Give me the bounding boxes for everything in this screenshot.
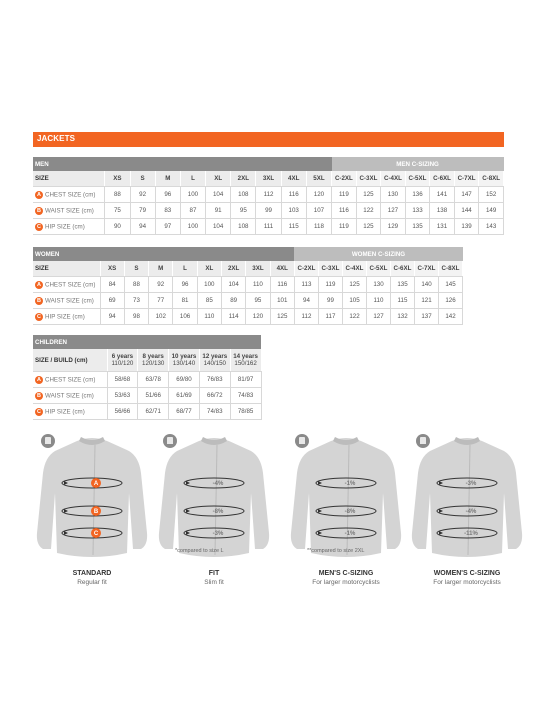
size-col-header: XL xyxy=(197,261,221,277)
size-value: 107 xyxy=(306,203,331,219)
c-size-value: 115 xyxy=(390,293,414,309)
age-build: 130/140 xyxy=(172,360,196,367)
measure-row xyxy=(33,388,261,404)
size-col-header: XL xyxy=(206,171,231,187)
jacket-figure xyxy=(33,433,151,563)
size-value: 62/71 xyxy=(138,404,169,420)
age-col-header xyxy=(169,349,200,372)
children-size-table xyxy=(33,335,262,420)
size-value: 56/66 xyxy=(107,404,138,420)
jacket-silhouette xyxy=(33,433,151,563)
men-ext-title: MEN C-SIZING xyxy=(332,157,504,171)
size-value: 92 xyxy=(149,277,173,293)
size-value: 120 xyxy=(246,309,270,325)
size-col-header: 4XL xyxy=(270,261,294,277)
measure-label xyxy=(33,388,107,404)
measure-row xyxy=(33,404,261,420)
measure-label-text: CHEST SIZE (cm) xyxy=(45,191,96,198)
fit-title: FIT xyxy=(208,570,220,577)
fit-type-icon xyxy=(163,434,177,448)
measure-label-text: CHEST SIZE (cm) xyxy=(45,281,96,288)
measure-label-text: WAIST SIZE (cm) xyxy=(45,392,94,399)
measure-letter-badge: A xyxy=(35,376,43,384)
size-value: 94 xyxy=(130,219,155,235)
c-size-col-header: C-6XL xyxy=(390,261,414,277)
size-col-header: 3XL xyxy=(256,171,281,187)
fit-subtitle: For larger motorcyclists xyxy=(433,579,501,586)
size-value: 110 xyxy=(197,309,221,325)
c-size-value: 135 xyxy=(390,277,414,293)
banner-title: JACKETS xyxy=(37,134,76,143)
c-size-value: 113 xyxy=(294,277,318,293)
size-value: 108 xyxy=(231,219,256,235)
measure-row xyxy=(33,203,504,219)
c-size-col-header: C-4XL xyxy=(381,171,406,187)
c-size-value: 144 xyxy=(454,203,479,219)
size-value: 66/72 xyxy=(199,388,230,404)
measure-label-text: HIP SIZE (cm) xyxy=(45,313,85,320)
measure-letter-badge: C xyxy=(35,313,43,321)
c-size-value: 119 xyxy=(332,187,357,203)
size-col-header: M xyxy=(155,171,180,187)
c-size-value: 130 xyxy=(366,277,390,293)
c-size-value: 122 xyxy=(356,203,381,219)
age-years: 12 years xyxy=(202,353,228,360)
measure-letter-badge: B xyxy=(35,207,43,215)
size-value: 89 xyxy=(221,293,245,309)
measure-marker-text: -1% xyxy=(344,481,356,487)
measure-letter-badge: A xyxy=(35,281,43,289)
fit-type-icon xyxy=(41,434,55,448)
measure-marker-text: -4% xyxy=(465,509,477,515)
c-size-value: 135 xyxy=(405,219,430,235)
c-size-value: 116 xyxy=(332,203,357,219)
c-size-col-header: C-4XL xyxy=(342,261,366,277)
c-size-col-header: C-5XL xyxy=(366,261,390,277)
measure-label-text: WAIST SIZE (cm) xyxy=(45,297,94,304)
jacket-body xyxy=(412,438,522,557)
size-value: 53/63 xyxy=(107,388,138,404)
measure-row xyxy=(33,187,504,203)
size-col-header: S xyxy=(130,171,155,187)
size-value: 81/97 xyxy=(230,372,261,388)
c-size-col-header: C-2XL xyxy=(332,171,357,187)
size-value: 125 xyxy=(270,309,294,325)
measure-marker-text: -8% xyxy=(212,509,224,515)
fit-footnote: *compared to size L xyxy=(175,548,224,554)
measure-letter-badge: A xyxy=(35,191,43,199)
size-value: 110 xyxy=(246,277,270,293)
c-size-value: 138 xyxy=(430,203,455,219)
size-value: 68/77 xyxy=(169,404,200,420)
size-value: 95 xyxy=(231,203,256,219)
jacket-silhouette xyxy=(287,433,405,563)
size-value: 106 xyxy=(173,309,197,325)
age-years: 14 years xyxy=(233,353,258,360)
size-header-label: SIZE xyxy=(33,261,100,277)
c-size-col-header: C-5XL xyxy=(405,171,430,187)
measure-label xyxy=(33,404,107,420)
c-size-col-header: C-6XL xyxy=(430,171,455,187)
size-value: 100 xyxy=(180,187,205,203)
size-value: 69/80 xyxy=(169,372,200,388)
size-col-header: 5XL xyxy=(306,171,331,187)
c-size-value: 143 xyxy=(479,219,504,235)
measure-letter-badge: B xyxy=(35,392,43,400)
jacket-figure xyxy=(155,433,273,563)
size-header-label: SIZE xyxy=(33,171,105,187)
size-value: 69 xyxy=(100,293,124,309)
c-size-value: 119 xyxy=(332,219,357,235)
women-size-table xyxy=(33,247,463,325)
measure-label-text: HIP SIZE (cm) xyxy=(45,223,85,230)
fit-subtitle: Regular fit xyxy=(77,579,107,586)
size-header-label: SIZE / BUILD (cm) xyxy=(33,349,107,372)
size-value: 74/83 xyxy=(199,404,230,420)
age-col-header xyxy=(199,349,230,372)
jacket-figure xyxy=(287,433,405,563)
size-col-header: S xyxy=(124,261,148,277)
age-build: 140/150 xyxy=(203,360,226,367)
c-size-col-header: C-8XL xyxy=(438,261,462,277)
size-value: 92 xyxy=(130,187,155,203)
fit-type-icon xyxy=(416,434,430,448)
age-years: 8 years xyxy=(142,353,164,360)
c-size-value: 125 xyxy=(342,277,366,293)
c-size-value: 94 xyxy=(294,293,318,309)
women-title: WOMEN xyxy=(33,247,294,261)
c-size-value: 137 xyxy=(414,309,438,325)
c-size-value: 110 xyxy=(366,293,390,309)
measure-label-text: WAIST SIZE (cm) xyxy=(45,207,94,214)
size-value: 77 xyxy=(149,293,173,309)
c-size-value: 122 xyxy=(342,309,366,325)
size-value: 108 xyxy=(231,187,256,203)
c-size-value: 139 xyxy=(454,219,479,235)
c-size-value: 133 xyxy=(405,203,430,219)
size-value: 83 xyxy=(155,203,180,219)
size-value: 81 xyxy=(173,293,197,309)
size-value: 96 xyxy=(155,187,180,203)
measure-marker-text: A xyxy=(93,481,99,487)
size-value: 94 xyxy=(100,309,124,325)
measure-marker-text: -1% xyxy=(344,531,356,537)
age-col-header xyxy=(138,349,169,372)
size-col-header: 2XL xyxy=(231,171,256,187)
size-value: 111 xyxy=(256,219,281,235)
measure-marker-text: B xyxy=(93,509,99,515)
c-size-value: 99 xyxy=(318,293,342,309)
size-value: 85 xyxy=(197,293,221,309)
size-value: 116 xyxy=(281,187,306,203)
size-value: 96 xyxy=(173,277,197,293)
fit-subtitle: Slim fit xyxy=(204,579,224,586)
c-size-value: 129 xyxy=(381,219,406,235)
size-value: 98 xyxy=(124,309,148,325)
jacket-silhouette xyxy=(408,433,526,563)
c-size-value: 125 xyxy=(356,219,381,235)
c-size-col-header: C-8XL xyxy=(479,171,504,187)
c-size-value: 141 xyxy=(430,187,455,203)
age-build: 150/162 xyxy=(234,360,257,367)
jackets-banner xyxy=(33,132,504,147)
size-value: 79 xyxy=(130,203,155,219)
size-value: 84 xyxy=(100,277,124,293)
size-col-header: 2XL xyxy=(221,261,245,277)
jacket-body xyxy=(291,438,401,557)
age-years: 10 years xyxy=(171,353,197,360)
size-value: 73 xyxy=(124,293,148,309)
c-size-value: 132 xyxy=(390,309,414,325)
size-value: 104 xyxy=(206,219,231,235)
c-size-value: 119 xyxy=(318,277,342,293)
size-value: 102 xyxy=(149,309,173,325)
measure-label-text: HIP SIZE (cm) xyxy=(45,408,85,415)
size-value: 104 xyxy=(221,277,245,293)
c-size-value: 142 xyxy=(438,309,462,325)
size-col-header: M xyxy=(149,261,173,277)
measure-label xyxy=(33,293,100,309)
c-size-value: 105 xyxy=(342,293,366,309)
size-value: 100 xyxy=(180,219,205,235)
size-value: 58/68 xyxy=(107,372,138,388)
size-value: 101 xyxy=(270,293,294,309)
measure-letter-badge: C xyxy=(35,223,43,231)
c-size-value: 127 xyxy=(366,309,390,325)
size-value: 75 xyxy=(105,203,130,219)
measure-marker-text: -3% xyxy=(212,531,224,537)
c-size-value: 112 xyxy=(294,309,318,325)
size-col-header: L xyxy=(180,171,205,187)
size-value: 78/85 xyxy=(230,404,261,420)
measure-row xyxy=(33,277,463,293)
jacket-figure xyxy=(408,433,526,563)
c-size-value: 140 xyxy=(414,277,438,293)
men-title: MEN xyxy=(33,157,332,171)
size-value: 115 xyxy=(281,219,306,235)
c-size-value: 147 xyxy=(454,187,479,203)
men-size-table xyxy=(33,157,504,235)
size-col-header: 4XL xyxy=(281,171,306,187)
jacket-body xyxy=(159,438,269,557)
c-size-value: 121 xyxy=(414,293,438,309)
c-size-value: 136 xyxy=(405,187,430,203)
size-value: 76/83 xyxy=(199,372,230,388)
age-col-header xyxy=(107,349,138,372)
c-size-col-header: C-7XL xyxy=(414,261,438,277)
c-size-col-header: C-3XL xyxy=(356,171,381,187)
measure-label xyxy=(33,203,105,219)
jacket-body xyxy=(37,438,147,557)
size-value: 100 xyxy=(197,277,221,293)
size-value: 88 xyxy=(124,277,148,293)
c-size-col-header: C-2XL xyxy=(294,261,318,277)
age-col-header xyxy=(230,349,261,372)
measure-letter-badge: C xyxy=(35,408,43,416)
jacket-silhouette xyxy=(155,433,273,563)
measure-label-text: CHEST SIZE (cm) xyxy=(45,376,96,383)
size-value: 97 xyxy=(155,219,180,235)
c-size-col-header: C-7XL xyxy=(454,171,479,187)
measure-row xyxy=(33,309,463,325)
size-value: 61/69 xyxy=(169,388,200,404)
c-size-value: 152 xyxy=(479,187,504,203)
measure-marker-text: -3% xyxy=(465,481,477,487)
measure-label xyxy=(33,187,105,203)
size-value: 112 xyxy=(256,187,281,203)
size-value: 99 xyxy=(256,203,281,219)
fit-type-icon xyxy=(295,434,309,448)
c-size-value: 131 xyxy=(430,219,455,235)
measure-row xyxy=(33,293,463,309)
size-value: 120 xyxy=(306,187,331,203)
size-col-header: XS xyxy=(105,171,130,187)
fit-title: MEN'S C-SIZING xyxy=(318,570,374,577)
measure-label xyxy=(33,372,107,388)
age-build: 120/130 xyxy=(142,360,165,367)
size-value: 104 xyxy=(206,187,231,203)
measure-label xyxy=(33,277,100,293)
size-value: 103 xyxy=(281,203,306,219)
measure-marker-text: -8% xyxy=(344,509,356,515)
c-size-value: 145 xyxy=(438,277,462,293)
size-value: 74/83 xyxy=(230,388,261,404)
measure-label xyxy=(33,219,105,235)
measure-row xyxy=(33,219,504,235)
fit-title: STANDARD xyxy=(72,570,112,577)
fit-footnote: **compared to size 2XL xyxy=(307,548,365,554)
c-size-value: 126 xyxy=(438,293,462,309)
age-build: 110/120 xyxy=(111,360,134,367)
measure-marker-text: C xyxy=(93,531,99,537)
size-value: 90 xyxy=(105,219,130,235)
size-value: 116 xyxy=(270,277,294,293)
size-col-header: XS xyxy=(100,261,124,277)
fit-title: WOMEN'S C-SIZING xyxy=(433,570,501,577)
size-value: 91 xyxy=(206,203,231,219)
measure-marker-text: -4% xyxy=(212,481,224,487)
size-value: 63/78 xyxy=(138,372,169,388)
size-col-header: 3XL xyxy=(246,261,270,277)
c-size-value: 127 xyxy=(381,203,406,219)
children-title: CHILDREN xyxy=(33,335,261,349)
size-value: 118 xyxy=(306,219,331,235)
women-ext-title: WOMEN C-SIZING xyxy=(294,247,462,261)
size-value: 51/66 xyxy=(138,388,169,404)
size-col-header: L xyxy=(173,261,197,277)
c-size-value: 125 xyxy=(356,187,381,203)
fit-subtitle: For larger motorcyclists xyxy=(312,579,380,586)
size-value: 87 xyxy=(180,203,205,219)
measure-row xyxy=(33,372,261,388)
size-value: 88 xyxy=(105,187,130,203)
age-years: 6 years xyxy=(111,353,134,360)
c-size-value: 130 xyxy=(381,187,406,203)
measure-letter-badge: B xyxy=(35,297,43,305)
size-value: 114 xyxy=(221,309,245,325)
c-size-col-header: C-3XL xyxy=(318,261,342,277)
size-value: 95 xyxy=(246,293,270,309)
c-size-value: 117 xyxy=(318,309,342,325)
c-size-value: 149 xyxy=(479,203,504,219)
measure-label xyxy=(33,309,100,325)
measure-marker-text: -11% xyxy=(464,531,478,537)
